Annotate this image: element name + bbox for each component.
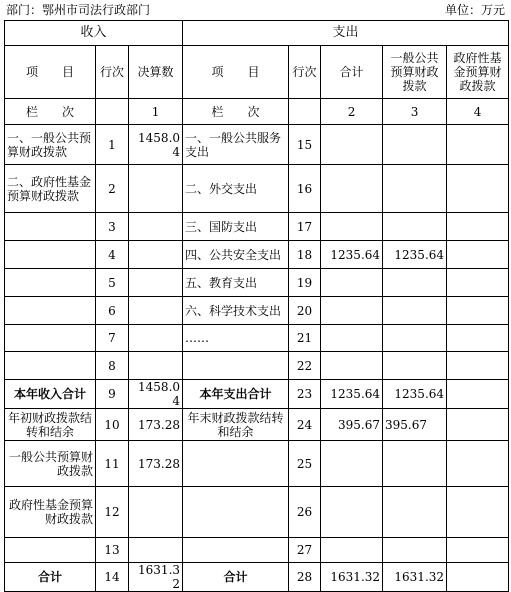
income-line-no: 6 [96, 297, 129, 325]
col-index-label-income: 栏 次 [5, 99, 96, 125]
department-label: 部门：鄂州市司法行政部门 [6, 3, 151, 17]
expense-total: 1631.32 [321, 563, 383, 592]
income-line-no: 11 [96, 441, 129, 487]
expense-item: 六、科学技术支出 [183, 297, 289, 325]
col-index-1: 1 [129, 99, 183, 125]
expense-fund [447, 125, 509, 165]
income-grand-total-label: 合计 [5, 563, 96, 592]
income-value [129, 213, 183, 241]
expense-subtotal-label: 本年支出合计 [183, 380, 289, 409]
table-row [5, 213, 509, 241]
income-line-no: 3 [96, 213, 129, 241]
expense-total [321, 165, 383, 213]
col-income-item: 项 目 [5, 46, 96, 99]
income-item [5, 241, 96, 269]
table-row [5, 165, 509, 213]
income-line-no: 1 [96, 125, 129, 165]
col-fund-budget: 政府性基金预算财政拨款 [447, 46, 509, 99]
income-item [5, 538, 96, 563]
table-row [5, 297, 509, 325]
expense-line-no: 20 [289, 297, 321, 325]
col-total: 合计 [321, 46, 383, 99]
income-line-no: 14 [96, 563, 129, 592]
expense-general [383, 487, 447, 538]
col-income-line-no: 行次 [96, 46, 129, 99]
expense-general [383, 125, 447, 165]
expense-fund [447, 213, 509, 241]
expense-item: 年末财政拨款结转和结余 [183, 409, 289, 441]
expense-fund [447, 441, 509, 487]
expense-fund [447, 241, 509, 269]
expense-line-no: 15 [289, 125, 321, 165]
table-row [5, 269, 509, 297]
income-value [129, 352, 183, 380]
col-index-4: 4 [447, 99, 509, 125]
column-index-row [5, 99, 509, 125]
expense-total [321, 297, 383, 325]
income-value [129, 297, 183, 325]
expense-line-no: 28 [289, 563, 321, 592]
expense-general [383, 538, 447, 563]
expense-total: 1235.64 [321, 241, 383, 269]
income-value [129, 165, 183, 213]
income-title: 收入 [5, 21, 183, 46]
expense-general [383, 269, 447, 297]
expense-total [321, 487, 383, 538]
expense-item [183, 352, 289, 380]
unit-label: 单位：万元 [444, 3, 505, 17]
income-item [5, 269, 96, 297]
income-value: 1458.04 [129, 125, 183, 165]
expense-line-no: 22 [289, 352, 321, 380]
expense-fund [447, 563, 509, 592]
income-value: 1458.04 [129, 380, 183, 409]
income-value [129, 538, 183, 563]
col-index-label-expense: 栏 次 [183, 99, 289, 125]
income-value [129, 269, 183, 297]
expense-general: 1235.64 [383, 241, 447, 269]
income-item: 一般公共预算财政拨款 [5, 441, 96, 487]
income-item: 二、政府性基金预算财政拨款 [5, 165, 96, 213]
col-index-empty [96, 99, 129, 125]
expense-fund [447, 325, 509, 352]
income-value [129, 325, 183, 352]
income-line-no: 2 [96, 165, 129, 213]
expense-line-no: 18 [289, 241, 321, 269]
expense-item [183, 441, 289, 487]
income-line-no: 10 [96, 409, 129, 441]
expense-item: 三、国防支出 [183, 213, 289, 241]
expense-general [383, 297, 447, 325]
col-general-budget: 一般公共预算财政拨款 [383, 46, 447, 99]
expense-general [383, 441, 447, 487]
income-item [5, 213, 96, 241]
expense-general [383, 352, 447, 380]
table-row [5, 380, 509, 409]
table-row [5, 441, 509, 487]
report-header [0, 0, 511, 20]
col-expense-item: 项 目 [183, 46, 289, 99]
income-value [129, 487, 183, 538]
expense-line-no: 24 [289, 409, 321, 441]
expense-fund [447, 380, 509, 409]
expense-total: 395.67 [321, 409, 383, 441]
expense-line-no: 27 [289, 538, 321, 563]
expense-line-no: 25 [289, 441, 321, 487]
table-row [5, 352, 509, 380]
expense-item [183, 487, 289, 538]
expense-general [383, 165, 447, 213]
income-item: 政府性基金预算财政拨款 [5, 487, 96, 538]
expense-item: 二、外交支出 [183, 165, 289, 213]
expense-line-no: 21 [289, 325, 321, 352]
income-item [5, 325, 96, 352]
col-expense-line-no: 行次 [289, 46, 321, 99]
expense-fund [447, 352, 509, 380]
expense-title: 支出 [183, 21, 509, 46]
expense-total [321, 325, 383, 352]
income-line-no: 8 [96, 352, 129, 380]
expense-general: 1235.64 [383, 380, 447, 409]
income-line-no: 7 [96, 325, 129, 352]
expense-item: 四、公共安全支出 [183, 241, 289, 269]
table-row [5, 563, 509, 592]
expense-grand-total-label: 合计 [183, 563, 289, 592]
income-item [5, 352, 96, 380]
expense-line-no: 17 [289, 213, 321, 241]
income-value [129, 241, 183, 269]
income-line-no: 13 [96, 538, 129, 563]
income-subtotal-label: 本年收入合计 [5, 380, 96, 409]
income-line-no: 5 [96, 269, 129, 297]
expense-total [321, 269, 383, 297]
expense-item [183, 538, 289, 563]
col-index-3: 3 [383, 99, 447, 125]
expense-general: 395.67 [383, 409, 447, 441]
col-index-empty [289, 99, 321, 125]
expense-item: …… [183, 325, 289, 352]
income-value: 173.28 [129, 441, 183, 487]
income-item [5, 297, 96, 325]
fiscal-summary-table [4, 20, 509, 592]
expense-total: 1235.64 [321, 380, 383, 409]
col-index-2: 2 [321, 99, 383, 125]
income-line-no: 9 [96, 380, 129, 409]
expense-line-no: 19 [289, 269, 321, 297]
income-line-no: 12 [96, 487, 129, 538]
expense-total [321, 538, 383, 563]
expense-fund [447, 409, 509, 441]
income-item: 年初财政拨款结转和结余 [5, 409, 96, 441]
income-value: 1631.32 [129, 563, 183, 592]
table-row [5, 325, 509, 352]
expense-total [321, 441, 383, 487]
income-value: 173.28 [129, 409, 183, 441]
col-income-final: 决算数 [129, 46, 183, 99]
expense-item: 一、一般公共服务支出 [183, 125, 289, 165]
table-row [5, 125, 509, 165]
expense-total [321, 125, 383, 165]
expense-fund [447, 269, 509, 297]
expense-general [383, 325, 447, 352]
table-row [5, 538, 509, 563]
income-item: 一、一般公共预算财政拨款 [5, 125, 96, 165]
table-row [5, 409, 509, 441]
expense-general [383, 213, 447, 241]
expense-line-no: 16 [289, 165, 321, 213]
expense-fund [447, 538, 509, 563]
expense-fund [447, 165, 509, 213]
table-row [5, 241, 509, 269]
section-header-row [5, 21, 509, 46]
column-header-row [5, 46, 509, 99]
table-row [5, 487, 509, 538]
expense-total [321, 213, 383, 241]
expense-general: 1631.32 [383, 563, 447, 592]
expense-total [321, 352, 383, 380]
expense-fund [447, 487, 509, 538]
expense-line-no: 23 [289, 380, 321, 409]
expense-item: 五、教育支出 [183, 269, 289, 297]
income-line-no: 4 [96, 241, 129, 269]
expense-line-no: 26 [289, 487, 321, 538]
expense-fund [447, 297, 509, 325]
